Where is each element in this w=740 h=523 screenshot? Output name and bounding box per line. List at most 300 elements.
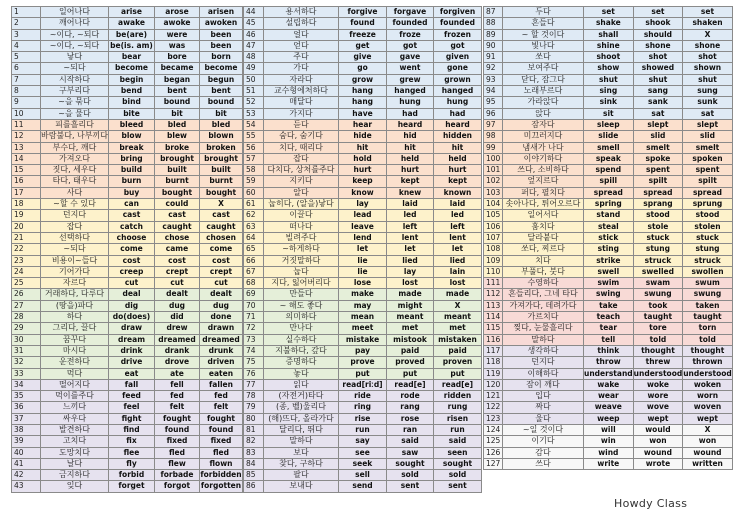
verb-past-participle: bought	[200, 187, 243, 198]
verb-past-participle: eaten	[200, 368, 243, 379]
korean-meaning: 운전하다	[41, 357, 109, 368]
verb-base-form: ring	[339, 402, 387, 413]
row-number: 79	[244, 402, 264, 413]
verb-row	[484, 108, 733, 119]
verb-past-form: sprang	[633, 199, 683, 210]
verb-row	[12, 323, 243, 334]
verb-row	[12, 199, 243, 210]
row-number: 2	[12, 18, 41, 29]
row-number: 63	[244, 221, 264, 232]
verb-past-form: fought	[155, 413, 200, 424]
verb-row	[484, 368, 733, 379]
verb-base-form: tell	[584, 334, 634, 345]
verb-past-form: read[e]	[387, 379, 434, 390]
korean-meaning: 구부리다	[41, 86, 109, 97]
verb-past-form: mistook	[387, 334, 434, 345]
verb-past-participle: lent	[434, 232, 482, 243]
korean-meaning: 잡다	[264, 153, 339, 164]
row-number: 101	[484, 165, 503, 176]
verb-base-form: flee	[109, 447, 155, 458]
verb-table-2-body	[244, 7, 482, 493]
verb-row	[484, 131, 733, 142]
verb-row	[244, 187, 482, 198]
verb-past-participle: met	[434, 323, 482, 334]
verb-past-participle: dreamed	[200, 334, 243, 345]
verb-base-form: put	[339, 368, 387, 379]
verb-row	[484, 357, 733, 368]
korean-meaning: 듣다	[264, 119, 339, 130]
korean-meaning: 떠나다	[264, 221, 339, 232]
korean-meaning: 잠이 깨다	[503, 379, 584, 390]
korean-meaning: 읽다	[264, 379, 339, 390]
row-number: 78	[244, 391, 264, 402]
korean-meaning: 감다	[503, 447, 584, 458]
verb-past-participle: mistaken	[434, 334, 482, 345]
verb-row	[244, 289, 482, 300]
row-number: 104	[484, 199, 503, 210]
verb-past-form: rang	[387, 402, 434, 413]
verb-base-form: be(are)	[109, 29, 155, 40]
verb-base-form: will	[584, 424, 634, 435]
korean-meaning: 빌려주다	[264, 232, 339, 243]
verb-past-form: ran	[387, 424, 434, 435]
verb-past-form: showed	[633, 63, 683, 74]
verb-base-form: read[riːd]	[339, 379, 387, 390]
verb-row	[484, 40, 733, 51]
korean-meaning: ~이다, ~되다	[41, 29, 109, 40]
verb-table-1-body	[12, 7, 243, 493]
verb-row	[484, 210, 733, 221]
row-number: 66	[244, 255, 264, 266]
verb-base-form: take	[584, 300, 634, 311]
verb-past-participle: founded	[434, 18, 482, 29]
howdy-class-logo: Howdy Class	[614, 497, 688, 510]
row-number: 97	[484, 119, 503, 130]
verb-row	[12, 424, 243, 435]
verb-past-participle: told	[683, 334, 733, 345]
row-number: 85	[244, 470, 264, 481]
korean-meaning: 훔치다	[503, 221, 584, 232]
verb-past-participle: made	[434, 289, 482, 300]
row-number: 112	[484, 289, 503, 300]
row-number: 122	[484, 402, 503, 413]
korean-meaning: 던지다	[503, 357, 584, 368]
verb-base-form: think	[584, 345, 634, 356]
verb-base-form: arise	[109, 7, 155, 18]
verb-past-form: should	[633, 29, 683, 40]
verb-past-form: taught	[633, 312, 683, 323]
row-number: 1	[12, 7, 41, 18]
korean-meaning: 팔다	[264, 470, 339, 481]
row-number: 103	[484, 187, 503, 198]
korean-meaning: 증명하다	[264, 357, 339, 368]
verb-past-form: heard	[387, 119, 434, 130]
verb-past-form: won	[633, 436, 683, 447]
verb-past-participle: understood	[683, 368, 732, 378]
row-number: 115	[484, 323, 503, 334]
verb-base-form: cast	[109, 210, 155, 221]
verb-past-form: had	[387, 108, 434, 119]
verb-row	[484, 413, 733, 424]
verb-past-form: began	[155, 74, 200, 85]
verb-past-form: held	[387, 153, 434, 164]
verb-row	[12, 187, 243, 198]
verb-past-participle: proven	[434, 357, 482, 368]
korean-meaning: 지키다	[264, 176, 339, 187]
verb-past-participle: let	[434, 244, 482, 255]
verb-base-form: show	[584, 63, 634, 74]
row-number: 55	[244, 131, 264, 142]
verb-row	[484, 86, 733, 97]
verb-row	[12, 119, 243, 130]
row-number: 105	[484, 210, 503, 221]
row-number: 16	[12, 176, 41, 187]
verb-past-form: awoke	[155, 18, 200, 29]
row-number: 108	[484, 244, 503, 255]
verb-past-participle: cut	[200, 278, 243, 289]
verb-base-form: dig	[109, 300, 155, 311]
verb-row	[12, 29, 243, 40]
verb-past-form: lost	[387, 278, 434, 289]
verb-past-form: spent	[633, 165, 683, 176]
korean-meaning: 말하다	[264, 436, 339, 447]
verb-past-form: crept	[155, 266, 200, 277]
row-number: 69	[244, 289, 264, 300]
verb-row	[12, 266, 243, 277]
verb-base-form: fix	[109, 436, 155, 447]
verb-past-participle: brought	[200, 153, 243, 164]
verb-base-form: sink	[584, 97, 634, 108]
verb-past-form: bled	[155, 119, 200, 130]
verb-past-form: left	[387, 221, 434, 232]
verb-past-participle: wept	[683, 413, 733, 424]
korean-meaning: (땅을)파다	[41, 300, 109, 311]
row-number: 74	[244, 345, 264, 356]
verb-base-form: bite	[109, 108, 155, 119]
verb-base-form: prove	[339, 357, 387, 368]
korean-meaning: 거짓말하다	[264, 255, 339, 266]
verb-base-form: tear	[584, 323, 634, 334]
verb-past-form: proved	[387, 357, 434, 368]
row-number: 93	[484, 74, 503, 85]
korean-meaning: 잡다	[41, 221, 109, 232]
verb-past-participle: hit	[434, 142, 482, 153]
verb-base-form: found	[339, 18, 387, 29]
verb-past-participle: fed	[200, 391, 243, 402]
korean-meaning: 떨어지다	[41, 379, 109, 390]
verb-past-form: cost	[155, 255, 200, 266]
row-number: 33	[12, 368, 41, 379]
row-number: 9	[12, 97, 41, 108]
verb-row	[12, 142, 243, 153]
verb-row	[244, 447, 482, 458]
row-number: 28	[12, 312, 41, 323]
verb-past-participle: held	[434, 153, 482, 164]
verb-base-form: begin	[109, 74, 155, 85]
verb-past-form: knew	[387, 187, 434, 198]
verb-past-form: cast	[155, 210, 200, 221]
row-number: 127	[484, 458, 503, 469]
verb-past-form: stung	[633, 244, 683, 255]
korean-meaning: 노래부르다	[503, 86, 584, 97]
korean-meaning: (자전거)타다	[264, 391, 339, 402]
korean-meaning: 치다	[503, 255, 584, 266]
verb-past-form: would	[633, 424, 683, 435]
korean-meaning: 이해하다	[503, 368, 584, 379]
verb-base-form: may	[339, 300, 387, 311]
verb-past-participle: drawn	[200, 323, 243, 334]
verb-row	[244, 481, 482, 492]
row-number: 94	[484, 86, 503, 97]
korean-meaning: 달리다, 뛰다	[264, 424, 339, 435]
korean-meaning: 가져오다	[41, 153, 109, 164]
korean-meaning: 용서하다	[264, 7, 339, 18]
row-number: 18	[12, 199, 41, 210]
verb-past-participle: swung	[683, 289, 733, 300]
verb-past-form: stuck	[633, 232, 683, 243]
verb-row	[12, 458, 243, 469]
verb-base-form: shake	[584, 18, 634, 29]
row-number: 82	[244, 436, 264, 447]
verb-past-form: rose	[387, 413, 434, 424]
korean-meaning: 수영하다	[503, 278, 584, 289]
verb-past-form: was	[155, 40, 200, 51]
verb-base-form: see	[339, 447, 387, 458]
verb-past-form: shut	[633, 74, 683, 85]
verb-base-form: deal	[109, 289, 155, 300]
verb-base-form: hit	[339, 142, 387, 153]
row-number: 81	[244, 424, 264, 435]
verb-row	[244, 278, 482, 289]
row-number: 15	[12, 165, 41, 176]
korean-meaning: 알다	[264, 187, 339, 198]
verb-row	[12, 255, 243, 266]
verb-row	[12, 18, 243, 29]
row-number: 54	[244, 119, 264, 130]
verb-base-form: mistake	[339, 334, 387, 345]
verb-base-form: go	[339, 63, 387, 74]
verb-base-form: sell	[339, 470, 387, 481]
korean-meaning: 교수형에처하다	[264, 86, 339, 97]
verb-base-form: shine	[584, 40, 634, 51]
verb-base-form: smell	[584, 142, 634, 153]
verb-past-participle: sunk	[683, 97, 733, 108]
verb-past-form: lent	[387, 232, 434, 243]
verb-base-form: drink	[109, 345, 155, 356]
row-number: 109	[484, 255, 503, 266]
verb-past-form: flew	[155, 458, 200, 469]
verb-row	[244, 86, 482, 97]
row-number: 25	[12, 278, 41, 289]
korean-meaning: 짓다, 세우다	[41, 165, 109, 176]
verb-past-form: paid	[387, 345, 434, 356]
verb-row	[12, 74, 243, 85]
verb-past-participle: frozen	[434, 29, 482, 40]
row-number: 96	[484, 108, 503, 119]
verb-past-form: meant	[387, 312, 434, 323]
row-number: 77	[244, 379, 264, 390]
verb-past-participle: hidden	[434, 131, 482, 142]
verb-row	[244, 108, 482, 119]
verb-row	[244, 413, 482, 424]
row-number: 50	[244, 74, 264, 85]
verb-past-form: forbade	[155, 470, 200, 481]
korean-meaning: 싸우다	[41, 413, 109, 424]
row-number: 107	[484, 232, 503, 243]
verb-base-form: shall	[584, 29, 634, 40]
korean-meaning: 눕히다, (알을)낳다	[264, 199, 339, 210]
verb-past-participle: broken	[200, 142, 243, 153]
row-number: 100	[484, 153, 503, 164]
row-number: 23	[12, 255, 41, 266]
verb-base-form: swim	[584, 278, 634, 289]
verb-past-form: stood	[633, 210, 683, 221]
verb-past-form: caught	[155, 221, 200, 232]
korean-meaning: ~하게하다	[264, 244, 339, 255]
row-number: 57	[244, 153, 264, 164]
verb-past-form: sought	[387, 458, 434, 469]
row-number: 3	[12, 29, 41, 40]
korean-meaning: ~되다	[41, 244, 109, 255]
verb-row	[244, 131, 482, 142]
verb-base-form: rise	[339, 413, 387, 424]
verb-past-form: sold	[387, 470, 434, 481]
verb-base-form: build	[109, 165, 155, 176]
row-number: 41	[12, 458, 41, 469]
row-number: 89	[484, 29, 503, 40]
verb-past-form: hung	[387, 97, 434, 108]
korean-meaning: ~을 묶다	[41, 97, 109, 108]
korean-meaning: 숨다, 숨기다	[264, 131, 339, 142]
verb-past-form: might	[387, 300, 434, 311]
verb-base-form: sing	[584, 86, 634, 97]
verb-past-form: sank	[633, 97, 683, 108]
verb-row	[244, 458, 482, 469]
verb-base-form: hear	[339, 119, 387, 130]
korean-meaning: 이끌다	[264, 210, 339, 221]
korean-meaning: 실수하다	[264, 334, 339, 345]
verb-base-form: forbid	[109, 470, 155, 481]
korean-meaning: 다치다, 상처를주다	[264, 165, 339, 176]
verb-past-form: fled	[155, 447, 200, 458]
verb-row	[484, 391, 733, 402]
verb-past-participle: thought	[683, 345, 733, 356]
korean-meaning: 자르다	[41, 278, 109, 289]
verb-past-form: wound	[633, 447, 683, 458]
verb-past-form: did	[155, 312, 200, 323]
verb-past-participle: X	[200, 199, 243, 210]
verb-past-participle: hung	[434, 97, 482, 108]
verb-row	[244, 119, 482, 130]
korean-meaning: 쏘다, 찌르다	[503, 244, 584, 255]
verb-base-form: ride	[339, 391, 387, 402]
verb-past-participle: gone	[434, 63, 482, 74]
row-number: 92	[484, 63, 503, 74]
verb-past-form: laid	[387, 199, 434, 210]
verb-base-form: slide	[584, 131, 634, 142]
verb-base-form: drive	[109, 357, 155, 368]
verb-row	[484, 458, 733, 469]
verb-past-participle: shown	[683, 63, 733, 74]
verb-past-participle: come	[200, 244, 243, 255]
korean-meaning: 찢다, 눈물흘리다	[503, 323, 584, 334]
row-number: 10	[12, 108, 41, 119]
verb-past-form: spread	[633, 187, 683, 198]
korean-meaning: 미끄러지다	[503, 131, 584, 142]
verb-base-form: eat	[109, 368, 155, 379]
verb-past-participle: meant	[434, 312, 482, 323]
verb-base-form: sit	[584, 108, 634, 119]
verb-table-2	[243, 6, 482, 493]
verb-row	[244, 379, 482, 390]
verb-past-form: wrote	[633, 458, 683, 469]
verb-past-form: fed	[155, 391, 200, 402]
korean-meaning: ~을 물다	[41, 108, 109, 119]
row-number: 38	[12, 424, 41, 435]
verb-base-form: spread	[584, 187, 634, 198]
verb-past-participle: spent	[683, 165, 733, 176]
korean-meaning: 이기다	[503, 436, 584, 447]
verb-past-participle: sent	[434, 481, 482, 492]
verb-base-form: get	[339, 40, 387, 51]
verb-past-participle: felt	[200, 402, 243, 413]
verb-row	[12, 312, 243, 323]
verb-past-form: woke	[633, 379, 683, 390]
korean-meaning: 낳다	[41, 52, 109, 63]
verb-row	[244, 334, 482, 345]
verb-past-participle: wound	[683, 447, 733, 458]
korean-meaning: 그리다, 끌다	[41, 323, 109, 334]
verb-base-form: hang	[339, 97, 387, 108]
verb-base-form: bear	[109, 52, 155, 63]
verb-past-form: ate	[155, 368, 200, 379]
verb-past-participle: sought	[434, 458, 482, 469]
verb-row	[12, 153, 243, 164]
verb-base-form: forgive	[339, 7, 387, 18]
verb-past-participle: shot	[683, 52, 733, 63]
verb-past-participle: woven	[683, 402, 733, 413]
verb-base-form: fly	[109, 458, 155, 469]
row-number: 61	[244, 199, 264, 210]
verb-row	[244, 18, 482, 29]
verb-past-participle: led	[434, 210, 482, 221]
korean-meaning: 치다, 때리다	[264, 142, 339, 153]
korean-meaning: ~할 수 있다	[41, 199, 109, 210]
verb-past-participle: found	[200, 424, 243, 435]
verb-past-participle: set	[683, 7, 733, 18]
verb-past-form: lay	[387, 266, 434, 277]
verb-row	[12, 210, 243, 221]
verb-past-participle: forbidden	[200, 470, 242, 480]
verb-past-participle: hurt	[434, 165, 482, 176]
verb-base-form: know	[339, 187, 387, 198]
korean-meaning: 얻다	[264, 40, 339, 51]
row-number: 65	[244, 244, 264, 255]
verb-past-participle: taken	[683, 300, 733, 311]
verb-past-form: saw	[387, 447, 434, 458]
korean-meaning: ~되다	[41, 63, 109, 74]
verb-row	[484, 176, 733, 187]
verb-past-participle: slid	[683, 131, 733, 142]
row-number: 70	[244, 300, 264, 311]
verb-base-form: let	[339, 244, 387, 255]
verb-past-form: dreamed	[155, 334, 200, 345]
korean-meaning: 느끼다	[41, 402, 109, 413]
verb-past-form: arose	[155, 7, 200, 18]
verb-past-participle: stuck	[683, 232, 733, 243]
verb-row	[484, 379, 733, 390]
verb-row	[484, 74, 733, 85]
